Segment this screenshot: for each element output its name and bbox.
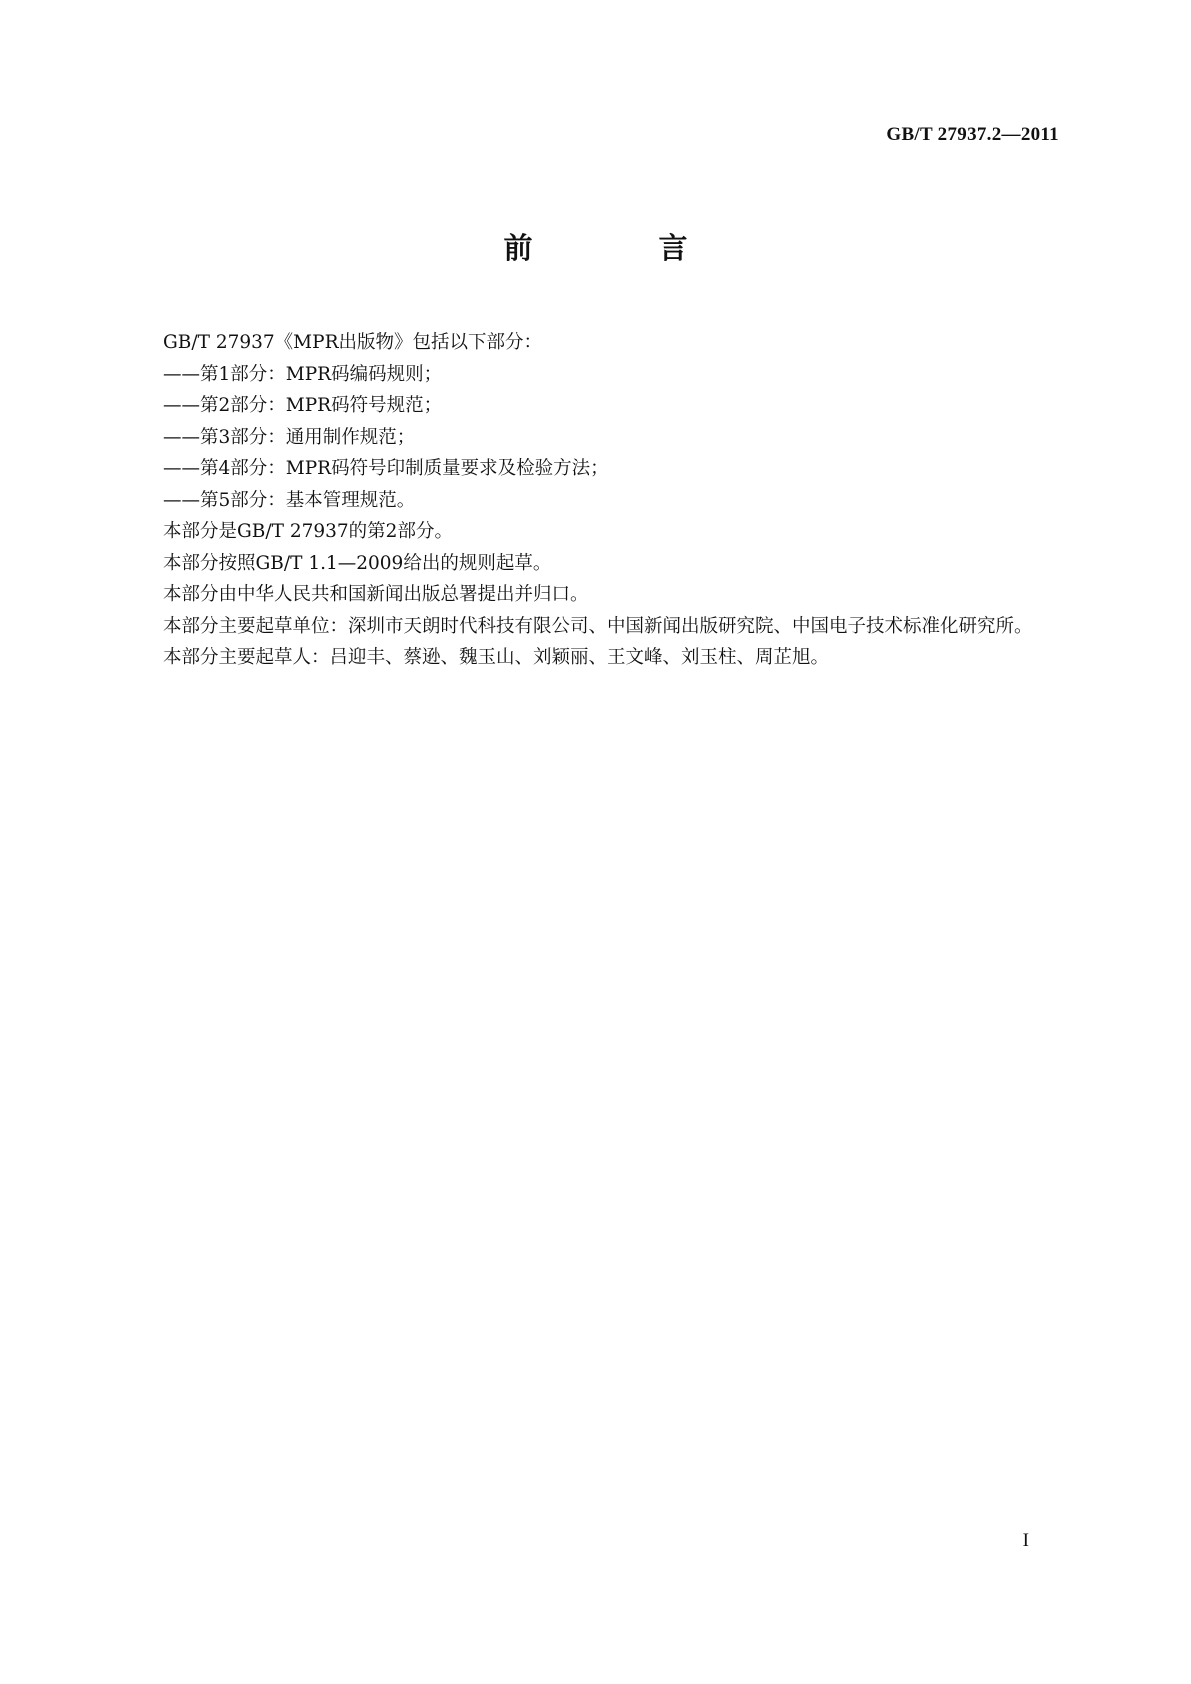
page-number: I [1022, 1530, 1029, 1551]
drafting-rules-paragraph: 本部分按照GB/T 1.1—2009给出的规则起草。 [163, 552, 552, 574]
part-list-item-4: ——第4部分：MPR码符号印制质量要求及检验方法； [163, 458, 609, 479]
drafting-units-paragraph: 本部分主要起草单位：深圳市天朗时代科技有限公司、中国新闻出版研究院、中国电子技术标准化研究所。 [163, 615, 1033, 637]
part-statement-paragraph: 本部分是GB/T 27937的第2部分。 [163, 521, 453, 542]
intro-paragraph: GB/T 27937《MPR出版物》包括以下部分： [163, 332, 542, 353]
foreword-body [126, 327, 1061, 674]
part-list-item-3: ——第3部分：通用制作规范； [163, 426, 416, 448]
page-title: 前 言 [503, 231, 746, 265]
part-list-item-2: ——第2部分：MPR码符号规范； [163, 395, 443, 416]
proposer-paragraph: 本部分由中华人民共和国新闻出版总署提出并归口。 [163, 584, 589, 605]
standard-code: GB/T 27937.2—2011 [886, 124, 1059, 145]
part-list-item-5: ——第5部分：基本管理规范。 [163, 489, 416, 511]
drafters-paragraph: 本部分主要起草人：吕迎丰、蔡逊、魏玉山、刘颖丽、王文峰、刘玉柱、周芷旭。 [163, 647, 830, 668]
part-list-item-1: ——第1部分：MPR码编码规则； [163, 363, 443, 385]
